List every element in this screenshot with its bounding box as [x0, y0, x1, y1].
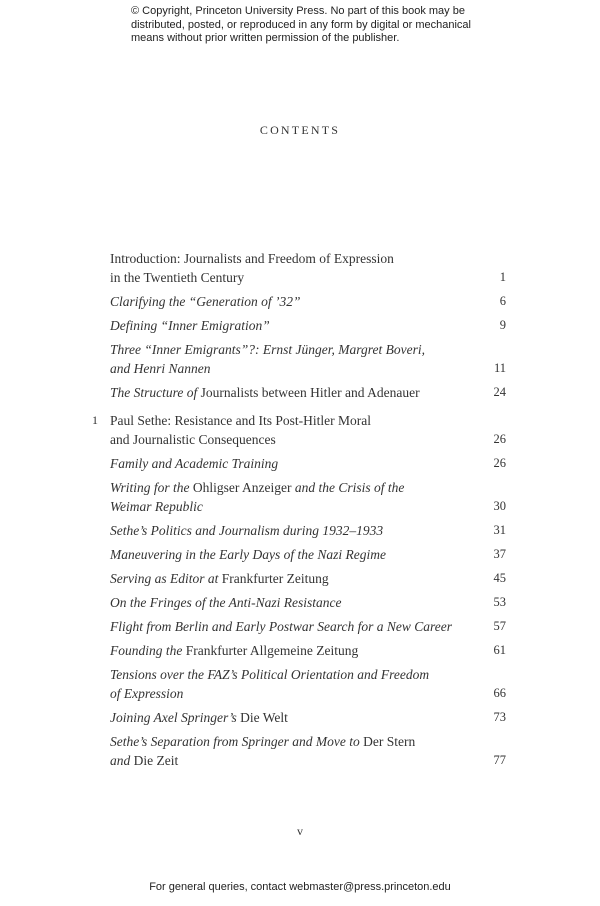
entry-page-number: 45 — [493, 571, 506, 585]
copyright-notice — [131, 5, 471, 46]
title-segment: Family and Academic Training — [110, 456, 279, 471]
title-segment: Ohligser Anzeiger — [192, 480, 292, 495]
page-title: CONTENTS — [259, 123, 341, 137]
title-segment: Weimar Republic — [110, 499, 203, 514]
title-segment: and Henri Nannen — [110, 361, 211, 376]
entry-title-line — [110, 751, 468, 770]
toc-entry[interactable] — [80, 478, 508, 516]
chapter-number: 1 — [92, 413, 98, 427]
title-segment: Journalists between Hitler and Adenauer — [200, 385, 420, 400]
toc-entry[interactable] — [80, 545, 508, 564]
entry-page-number: 66 — [493, 686, 506, 700]
toc-entry[interactable] — [80, 292, 508, 311]
entry-title-line — [110, 268, 468, 287]
title-segment: Sethe’s Politics and Journalism during 1932–1933 — [110, 523, 384, 538]
entry-page-number: 26 — [493, 456, 506, 470]
entry-title-line — [110, 383, 468, 402]
entry-page-number: 37 — [493, 547, 506, 561]
toc-entry[interactable] — [80, 521, 508, 540]
entry-page-number: 26 — [493, 432, 506, 446]
title-segment: Founding the — [110, 643, 186, 658]
entry-title-line — [110, 478, 468, 497]
entry-title-line — [110, 454, 468, 473]
toc-entry[interactable] — [80, 593, 508, 612]
title-segment: Clarifying the “Generation of ’32” — [110, 294, 301, 309]
entry-page-number: 77 — [493, 753, 506, 767]
entry-title-line — [110, 593, 468, 612]
entry-page-number: 9 — [499, 318, 506, 332]
title-segment: The Structure of — [110, 385, 201, 400]
title-segment: and Journalistic Consequences — [110, 432, 276, 447]
entry-title-line — [110, 732, 468, 751]
title-segment: Die Zeit — [133, 753, 179, 768]
title-segment: Three “Inner Emigrants”?: Ernst Jünger, Margret Boveri, — [110, 342, 425, 357]
title-segment: and the Crisis of the — [291, 480, 405, 495]
entry-title-line — [110, 617, 468, 636]
entry-page-number: 61 — [493, 643, 506, 657]
entry-title-line — [110, 521, 468, 540]
entry-page-number: 1 — [499, 270, 506, 284]
entry-title-line — [110, 497, 468, 516]
entry-page-number: 57 — [493, 619, 506, 633]
title-segment: Paul Sethe: Resistance and Its Post-Hitler Moral — [110, 413, 371, 428]
entry-page-number: 24 — [493, 385, 506, 399]
toc-entry[interactable] — [80, 708, 508, 727]
title-segment: Frankfurter Zeitung — [221, 571, 329, 586]
title-segment: On the Fringes of the Anti-Nazi Resistance — [110, 595, 342, 610]
entry-page-number: 11 — [493, 361, 506, 375]
title-segment: Sethe’s Separation from Springer and Move to — [110, 734, 364, 749]
entry-title-line — [110, 708, 468, 727]
entry-title-line — [110, 684, 468, 703]
toc-entry[interactable] — [80, 249, 508, 287]
entry-title-line — [110, 641, 468, 660]
entry-page-number: 53 — [493, 595, 506, 609]
entry-title-line — [110, 430, 468, 449]
entry-title-line — [110, 545, 468, 564]
entry-page-number: 31 — [493, 523, 506, 537]
entry-title-line — [110, 249, 468, 268]
page-number: v — [297, 824, 303, 838]
title-segment: Writing for the — [110, 480, 193, 495]
toc-entry[interactable] — [80, 411, 508, 449]
toc-entry[interactable] — [80, 569, 508, 588]
title-segment: Frankfurter Allgemeine Zeitung — [185, 643, 359, 658]
footer-contact: For general queries, contact webmaster@press.princeton.edu — [149, 881, 451, 893]
title-segment: Der Stern — [363, 734, 416, 749]
toc-entry[interactable] — [80, 732, 508, 770]
entry-title-line — [110, 359, 468, 378]
copyright-line: means without prior written permission of the publisher. — [131, 32, 400, 44]
title-segment: Serving as Editor at — [110, 571, 222, 586]
entry-title-line — [110, 316, 468, 335]
title-segment: Introduction: Journalists and Freedom of Expression — [110, 251, 394, 266]
entry-title-line — [110, 292, 468, 311]
copyright-line: distributed, posted, or reproduced in any form by digital or mechanical — [131, 18, 471, 31]
entry-page-number: 73 — [493, 710, 506, 724]
toc-entry[interactable] — [80, 454, 508, 473]
toc-entry[interactable] — [80, 340, 508, 378]
title-segment: Die Welt — [240, 710, 288, 725]
title-segment: and — [110, 753, 134, 768]
entry-page-number: 30 — [493, 499, 506, 513]
entry-title-line — [110, 340, 468, 359]
entry-title-line — [110, 569, 468, 588]
title-segment: Defining “Inner Emigration” — [110, 318, 270, 333]
toc-entry[interactable] — [80, 316, 508, 335]
entry-title-line — [110, 411, 468, 430]
entry-page-number: 6 — [499, 294, 506, 308]
title-segment: Tensions over the FAZ’s Political Orientation and Freedom — [110, 667, 430, 682]
entry-title-line — [110, 665, 468, 684]
title-segment: in the Twentieth Century — [110, 270, 245, 285]
toc-entry[interactable] — [80, 383, 508, 402]
toc-entry[interactable] — [80, 641, 508, 660]
title-segment: Maneuvering in the Early Days of the Nazi Regime — [110, 547, 386, 562]
toc-entry[interactable] — [80, 665, 508, 703]
title-segment: Flight from Berlin and Early Postwar Search for a New Career — [110, 619, 452, 634]
copyright-line: © Copyright, Princeton University Press. No part of this book may be — [131, 5, 465, 17]
title-segment: of Expression — [110, 686, 184, 701]
table-of-contents — [80, 249, 508, 775]
toc-entry[interactable] — [80, 617, 508, 636]
title-segment: Joining Axel Springer’s — [110, 710, 241, 725]
